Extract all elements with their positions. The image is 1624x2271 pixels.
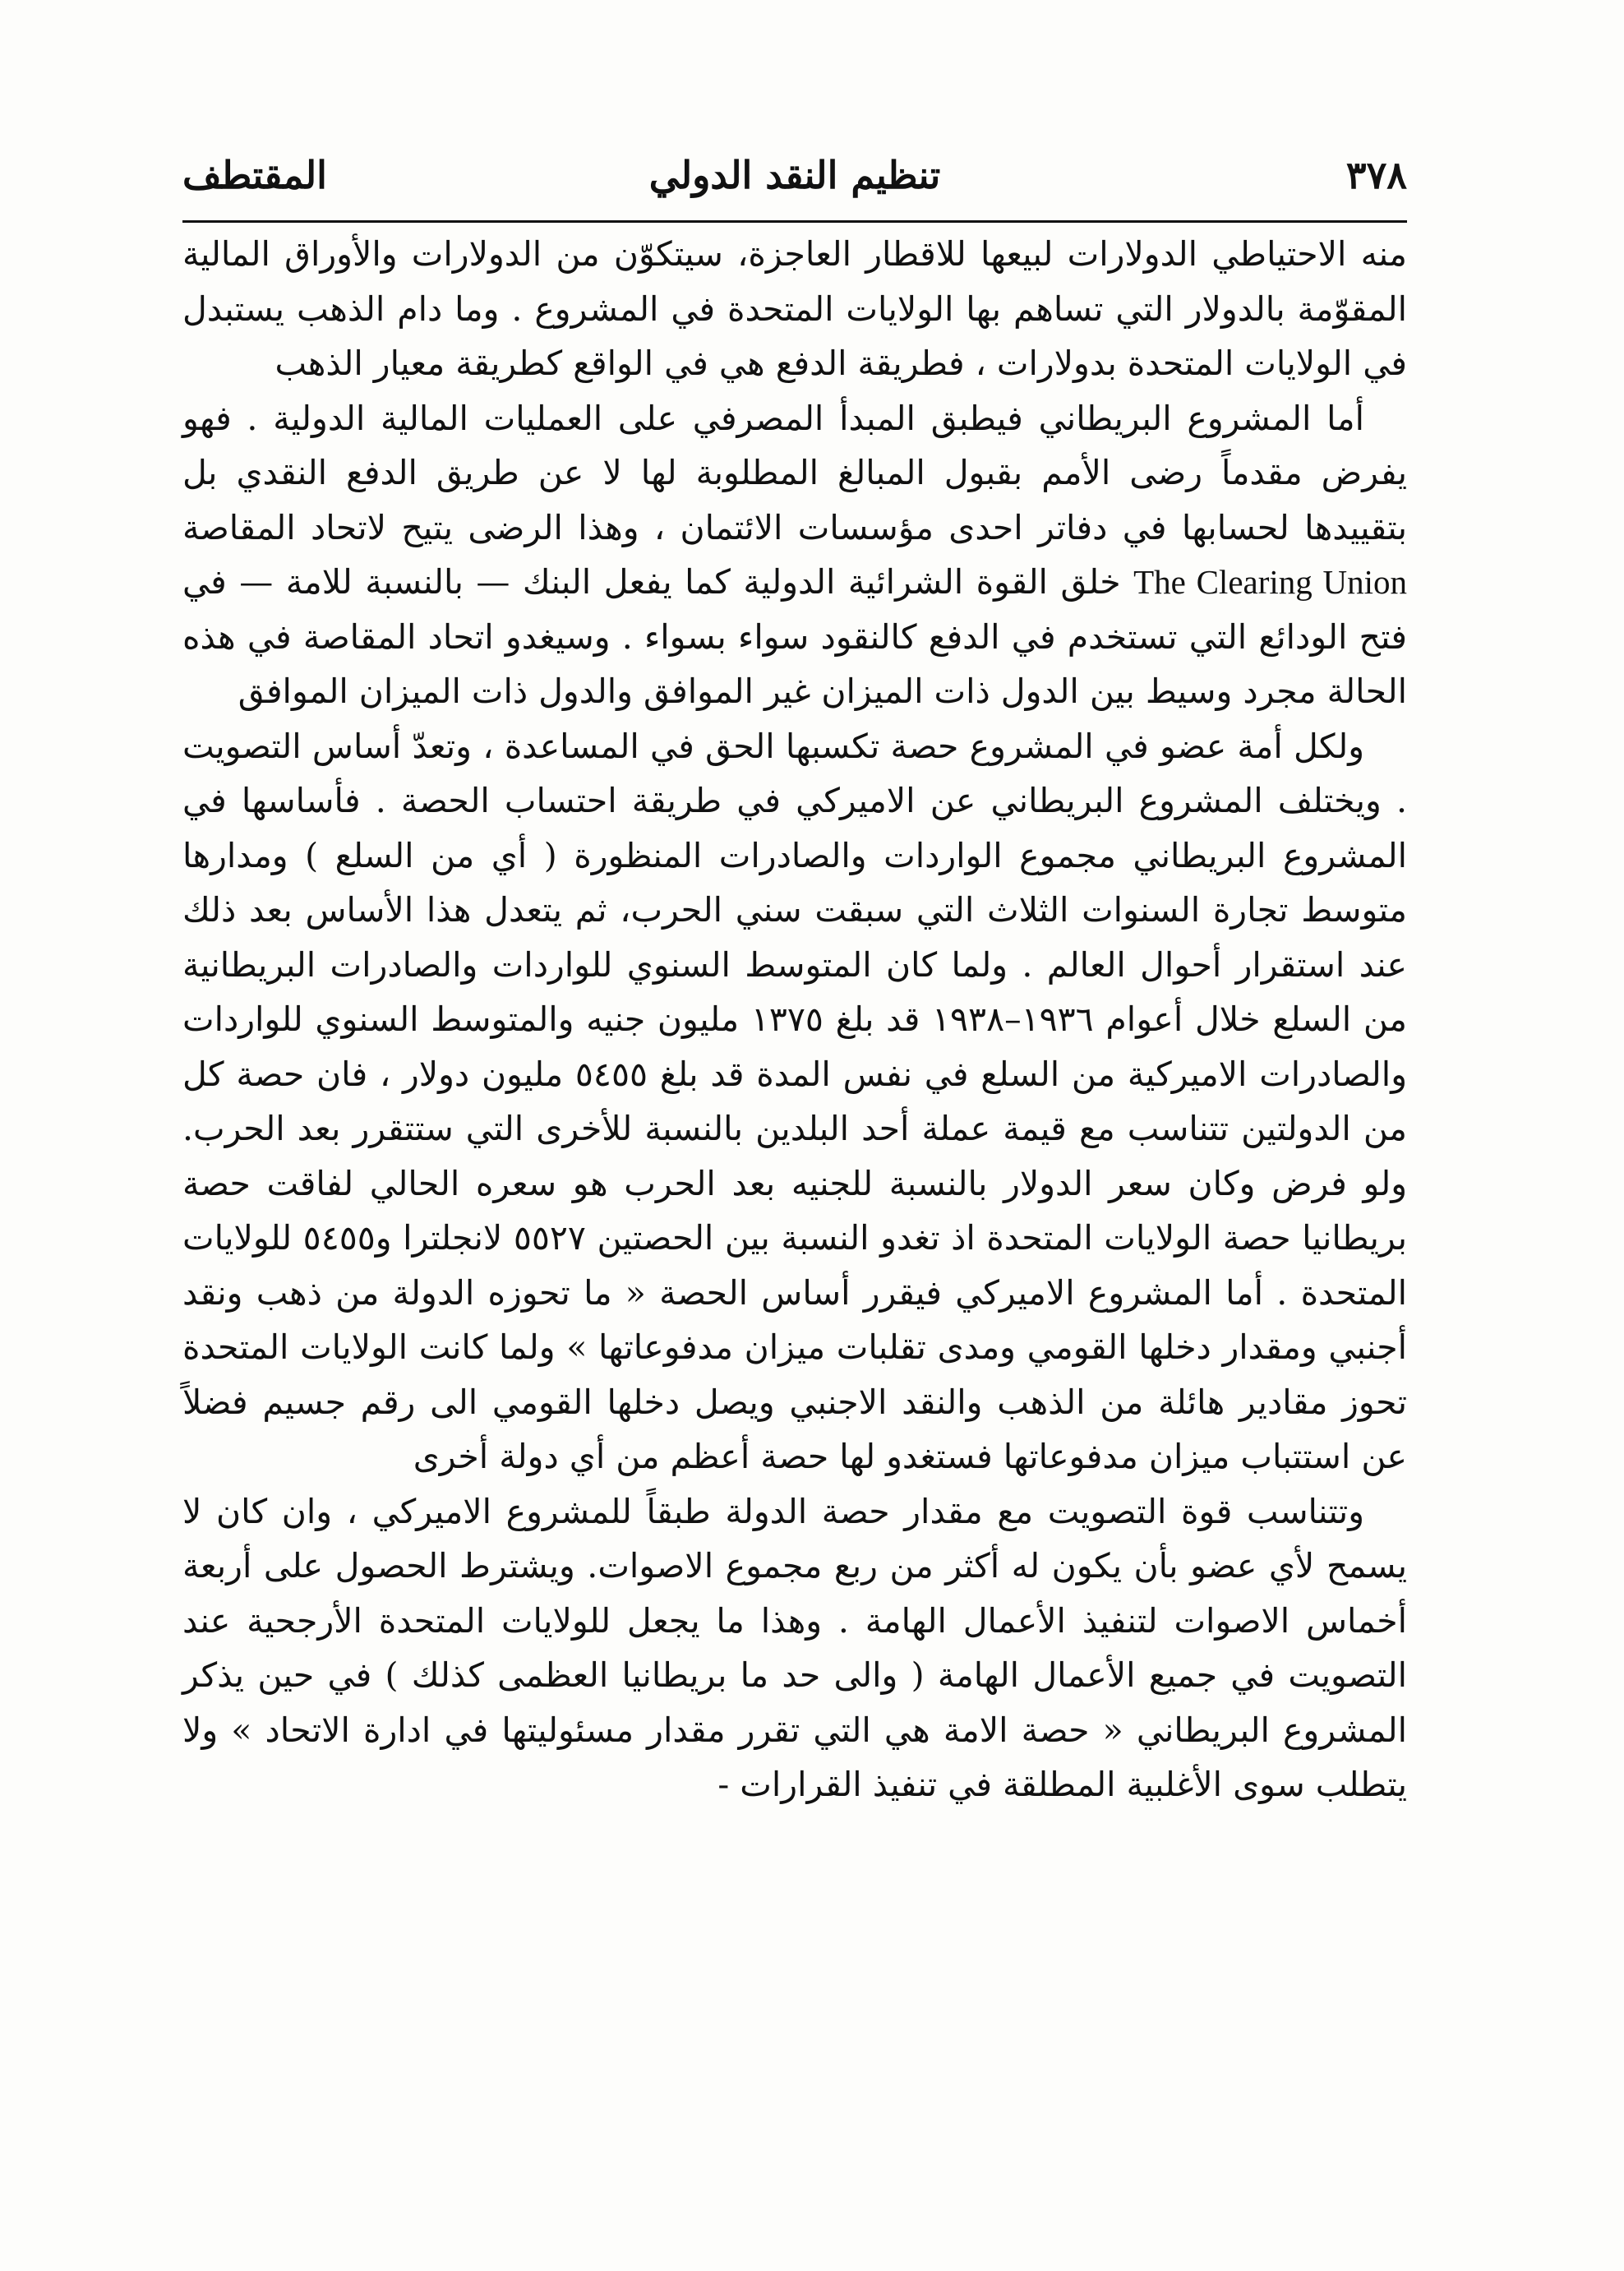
page-header — [182, 138, 1407, 212]
paragraph-4: وتتناسب قوة التصويت مع مقدار حصة الدولة طبقاً للمشروع الاميركي ، وان كان لا يسمح لأي عضو بأن يكون له أكثر من ربع مجموع الاصوات. ويشترط الحصول على أربعة أخماس الاصوات لتنفيذ الأعمال الهامة . وهذا ما يجعل للولايات المتحدة الأرجحية عند التصويت في جميع الأعمال الهامة ( والى حد ما بريطانيا العظمى كذلك ) في حين يذكر المشروع البريطاني « حصة الامة هي التي تقرر مقدار مسئوليتها في ادارة الاتحاد » ولا يتطلب سوى الأغلبية المطلقة في تنفيذ القرارات - — [182, 1491, 1407, 1804]
running-title: تنظيم النقد الدولي — [648, 153, 941, 197]
paragraph-1: منه الاحتياطي الدولارات لبيعها للاقطار العاجزة، سيتكوّن من الدولارات والأوراق المالية المقوّمة بالدولار التي تساهم بها الولايات المتحدة في المشروع . وما دام الذهب يستبدل في الولايات المتحدة بدولارات ، فطريقة الدفع هي في الواقع كطريقة معيار الذهب — [182, 234, 1407, 383]
header-rule — [182, 220, 1407, 223]
paragraph-2-continuation: خلق القوة الشرائية الدولية كما يفعل البنك — بالنسبة للامة — في فتح الودائع التي تستخدم في الدفع كالنقود سواء بسواء . وسيغدو اتحاد المقاصة في هذه الحالة مجرد وسيط بين الدول ذات الميزان غير الموافق والدول ذات الميزان الموافق — [182, 562, 1407, 711]
paragraph-3: ولكل أمة عضو في المشروع حصة تكسبها الحق في المساعدة ، وتعدّ أساس التصويت . ويختلف المشروع البريطاني عن الاميركي في طريقة احتساب الحصة . فأساسها في المشروع البريطاني مجموع الواردات والصادرات المنظورة ( أي من السلع ) ومدارها متوسط تجارة السنوات الثلاث التي سبقت سني الحرب، ثم يتعدل هذا الأساس بعد ذلك عند استقرار أحوال العالم . ولما كان المتوسط السنوي للواردات والصادرات البريطانية من السلع خلال أعوام ١٩٣٦–١٩٣٨ قد بلغ ١٣٧٥ مليون جنيه والمتوسط السنوي للواردات والصادرات الاميركية من السلع في نفس المدة قد بلغ ٥٤٥٥ مليون دولار ، فان حصة كل من الدولتين تتناسب مع قيمة عملة أحد البلدين بالنسبة للأخرى التي ستتقرر بعد الحرب. ولو فرض وكان سعر الدولار بالنسبة للجنيه بعد الحرب هو سعره الحالي لفاقت حصة بريطانيا حصة الولايات المتحدة اذ تغدو النسبة بين الحصتين ٥٥٢٧ لانجلترا و٥٤٥٥ للولايات المتحدة . أما المشروع الاميركي فيقرر أساس الحصة « ما تحوزه الدولة من ذهب ونقد أجنبي ومقدار دخلها القومي ومدى تقلبات ميزان مدفوعاتها » ولما كانت الولايات المتحدة تحوز مقادير هائلة من الذهب والنقد الاجنبي ويصل دخلها القومي الى رقم جسيم فضلاً عن استتباب ميزان مدفوعاتها فستغدو لها حصة أعظم من أي دولة أخرى — [182, 726, 1407, 1476]
page-number: ٣٧٨ — [1345, 153, 1407, 197]
journal-name: المقتطف — [182, 153, 327, 197]
paragraph-2-text: أما المشروع البريطاني فيطبق المبدأ المصرفي على العمليات المالية الدولية . فهو يفرض مقدماً رضى الأمم بقبول المبالغ المطلوبة لها لا عن طريق الدفع النقدي بل بتقييدها لحسابها في دفاتر احدى مؤسسات الائتمان ، وهذا الرضى يتيح لاتحاد المقاصة — [182, 398, 1407, 547]
english-term: The Clearing Union — [1133, 563, 1407, 601]
article-body — [182, 227, 1407, 1812]
paragraph-2 — [182, 391, 1407, 719]
